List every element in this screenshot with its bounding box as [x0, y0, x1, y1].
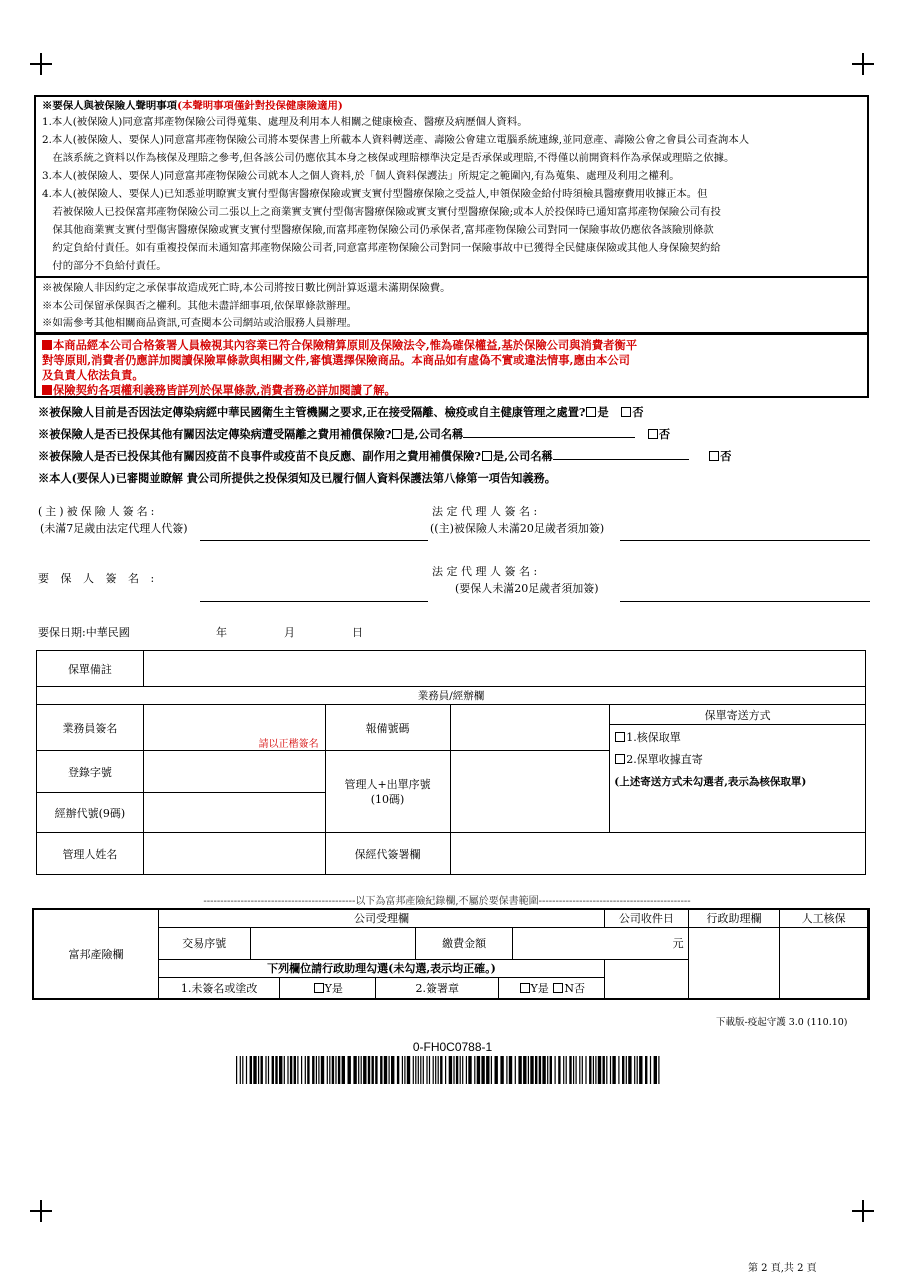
sign-hint: 請以正楷簽名: [258, 739, 319, 750]
form-code: 0-FH0C0788-1: [412, 1040, 493, 1054]
warning-line: 保險契約各項權利義務皆詳列於保單條款,消費者務必詳加閱讀了解。: [42, 383, 396, 398]
warning-line: 及負責人依法負責。: [42, 368, 144, 382]
warning-line: 本商品經本公司合格簽署人員檢視其內容業已符合保險精算原則及保險法令,惟為確保權益,基於保險公司與消費者衡平: [42, 338, 637, 353]
delivery-note: (上述寄送方式未勾選者,表示為核保取單): [614, 776, 807, 788]
notes-box: [34, 276, 869, 334]
question-isolation-insurance: ※被保險人是否已投保其他有關因法定傳染病遭受隔離之費用補償保險? 是,公司名稱 否: [38, 427, 671, 441]
red-square-icon: [42, 340, 52, 350]
declaration-line: 保其他商業實支實付型傷害醫療保險或實支實付型醫療保險,而富邦產物保險公司仍承保者,富邦產物保險公司對同一保險事故仍應依各該險別條款: [42, 224, 714, 236]
insured-signature-line[interactable]: [200, 540, 428, 541]
checkbox-no[interactable]: [709, 451, 719, 461]
insured-signature-label: (主)被保險人簽名:: [38, 505, 158, 518]
warning-box: [34, 333, 869, 398]
checkbox-yes[interactable]: [392, 429, 402, 439]
receipt-date-field[interactable]: [688, 927, 780, 999]
remarks-label: 保單備註: [37, 651, 144, 687]
legal-rep1-signature-label: 法 定 代 理 人 簽 名 :: [432, 505, 538, 518]
agent-sign-label: 業務員簽名: [37, 705, 144, 751]
checkbox-yes[interactable]: [586, 407, 596, 417]
company-accept-title: 公司受理欄: [158, 909, 604, 927]
receipt-date-title: 公司收件日: [605, 909, 689, 927]
legal-rep1-signature-line[interactable]: [620, 540, 870, 541]
page-number: 第 2 頁,共 2 頁: [748, 1263, 817, 1274]
remarks-field[interactable]: [143, 651, 865, 687]
legal-rep2-signature-line[interactable]: [620, 601, 870, 602]
legal-rep2-signature-label: 法 定 代 理 人 簽 名 :: [432, 565, 538, 578]
unsigned-altered-yes[interactable]: Y是: [280, 977, 376, 999]
note-line: ※本公司保留承保與否之權利。其他未盡詳細事項,依保單條款辦理。: [42, 300, 358, 312]
declaration-title-note: (本聲明事項僅針對投保健康險適用): [177, 100, 343, 112]
manual-underwrite-field[interactable]: [868, 927, 870, 999]
delivery-option-direct[interactable]: 2.保單收據直寄: [614, 749, 861, 771]
admin-assist-field[interactable]: [780, 927, 868, 999]
registration-number-label: 登錄字號: [37, 751, 144, 793]
question-quarantine: ※被保險人目前是否因法定傳染病經中華民國衛生主管機關之要求,正在接受隔離、檢疫或自主健康管理之處置? 是 否: [38, 405, 644, 419]
declaration-line: 約定負給付責任。如有重複投保而未通知富邦產物保險公司者,同意富邦產物保險公司對同一保險事故中已獲得全民健康保險或其他人身保險契約給: [42, 242, 721, 254]
checkbox[interactable]: [615, 754, 625, 764]
date-month-label: 月: [284, 626, 295, 639]
unsigned-altered-label: 1.未簽名或塗改: [158, 977, 279, 999]
declaration-box: [34, 95, 869, 278]
version-label: 下載版-疫起守護 3.0 (110.10): [716, 1017, 848, 1028]
manager-serial-label: 管理人+出單序號 (10碼): [325, 751, 450, 833]
fubon-record-title: 富邦產險欄: [33, 909, 158, 999]
agent-sign-field[interactable]: [143, 705, 325, 751]
manager-name-field[interactable]: [143, 833, 325, 875]
application-date-label: 要保日期:中華民國: [38, 626, 130, 639]
admin-note: 下列欄位請行政助理勾選(未勾選,表示均正確。): [158, 959, 604, 977]
broker-sign-label: 保經代簽署欄: [325, 833, 450, 875]
delivery-method-title: 保單寄送方式: [610, 705, 866, 725]
declaration-title-text: ※要保人與被保險人聲明事項: [42, 100, 178, 112]
transaction-number-label: 交易序號: [158, 927, 250, 959]
company-name-field[interactable]: [553, 449, 689, 460]
legal-rep1-signature-note: ((主)被保險人未滿20足歲者須加簽): [430, 522, 605, 535]
manager-name-label: 管理人姓名: [37, 833, 144, 875]
delivery-option-pickup[interactable]: 1.核保取單: [614, 727, 861, 749]
agent-section-title: 業務員/經辦欄: [37, 687, 866, 705]
declaration-line: 若被保險人已投保富邦產物保險公司二張以上之商業實支實付型傷害醫療保險或實支實付型醫療保險;或本人於投保時已通知富邦產物保險公司有投: [42, 206, 721, 218]
declaration-line: 2.本人(被保險人、要保人)同意富邦產物保險公司將本要保書上所載本人資料轉送產、壽險公會建立電腦系統連線,並同意產、壽險公會之會員公司查詢本人: [42, 134, 750, 146]
checkbox[interactable]: [615, 732, 625, 742]
registration-mark-icon: [852, 53, 874, 75]
checkbox[interactable]: [553, 983, 563, 993]
question-vaccine-insurance: ※被保險人是否已投保其他有關因疫苗不良事件或疫苗不良反應、副作用之費用補償保險? 是,公司名稱 否: [38, 449, 732, 463]
registration-mark-icon: [852, 1200, 874, 1222]
agent-table: [36, 650, 866, 875]
registration-mark-icon: [30, 53, 52, 75]
admin-assist-title: 行政助理欄: [688, 909, 780, 927]
seal-label: 2.簽署章: [376, 977, 499, 999]
applicant-signature-label: 要 保 人 簽 名 :: [38, 572, 159, 585]
declaration-line: 4.本人(被保險人、要保人)已知悉並明瞭實支實付型傷害醫療保險或實支實付型醫療保險之受益人,申領保險金給付時須檢具醫療費用收據正本。但: [42, 188, 708, 200]
insured-signature-note: (未滿7足歲由法定代理人代簽): [40, 522, 188, 535]
applicant-signature-line[interactable]: [200, 601, 428, 602]
checkbox[interactable]: [314, 983, 324, 993]
checkbox-no[interactable]: [621, 407, 631, 417]
registration-mark-icon: [30, 1200, 52, 1222]
declaration-line: 1.本人(被保險人)同意富邦產物保險公司得蒐集、處理及利用本人相關之健康檢查、醫療及病歷個人資料。: [42, 116, 528, 128]
registration-number-field[interactable]: [143, 751, 325, 793]
currency-unit: 元: [672, 937, 684, 950]
handler-code-label: 經辦代號(9碼): [37, 793, 144, 833]
note-line: ※被保險人非因約定之承保事故造成死亡時,本公司將按日數比例計算返還未滿期保險費。: [42, 282, 451, 294]
broker-sign-field[interactable]: [450, 833, 866, 875]
date-year-label: 年: [216, 626, 227, 639]
report-number-label: 報備號碼: [325, 705, 450, 751]
note-line: ※如需參考其他相關商品資訊,可查閱本公司網站或洽服務人員辦理。: [42, 317, 358, 329]
delivery-options: [610, 725, 866, 833]
transaction-number-field[interactable]: [250, 927, 415, 959]
declaration-line: 3.本人(被保險人、要保人)同意富邦產物保險公司就本人之個人資料,於「個人資料保護法」所規定之範圍內,有為蒐集、處理及利用之權利。: [42, 170, 680, 182]
declaration-title: [42, 99, 343, 114]
red-square-icon: [42, 385, 52, 395]
checkbox-yes[interactable]: [482, 451, 492, 461]
premium-field[interactable]: [513, 927, 688, 959]
date-day-label: 日: [352, 626, 363, 639]
manual-underwrite-title: 人工核保: [780, 909, 868, 927]
company-name-field[interactable]: [463, 427, 635, 438]
checkbox-no[interactable]: [648, 429, 658, 439]
report-number-field[interactable]: [450, 705, 610, 751]
question-privacy-acknowledgement: ※本人(要保人)已審閱並瞭解 貴公司所提供之投保須知及已履行個人資料保護法第八條第一項告知義務。: [38, 471, 556, 485]
declaration-line: 付的部分不負給付責任。: [42, 260, 167, 272]
handler-code-field[interactable]: [143, 793, 325, 833]
barcode-icon: [236, 1056, 664, 1084]
record-section-divider: ---------------------------------------------以下為富邦產險紀錄欄,不屬於要保書範圍---------------------------------------------: [203, 896, 691, 907]
premium-label: 繳費金額: [415, 927, 513, 959]
fubon-record-table: [32, 908, 870, 1000]
checkbox[interactable]: [520, 983, 530, 993]
manager-serial-field[interactable]: [450, 751, 610, 833]
declaration-line: 在該系統之資料以作為核保及理賠之參考,但各該公司仍應依其本身之核保或理賠標準決定是否承保或理賠,不得僅以前開資料作為承保或理賠之依據。: [42, 152, 735, 164]
seal-options: Y是 N否: [499, 977, 605, 999]
legal-rep2-signature-note: (要保人未滿20足歲者須加簽): [455, 582, 599, 595]
warning-line: 對等原則,消費者仍應詳加閱讀保險單條款與相關文件,審慎選擇保險商品。本商品如有虛偽不實或違法情事,應由本公司: [42, 353, 630, 367]
